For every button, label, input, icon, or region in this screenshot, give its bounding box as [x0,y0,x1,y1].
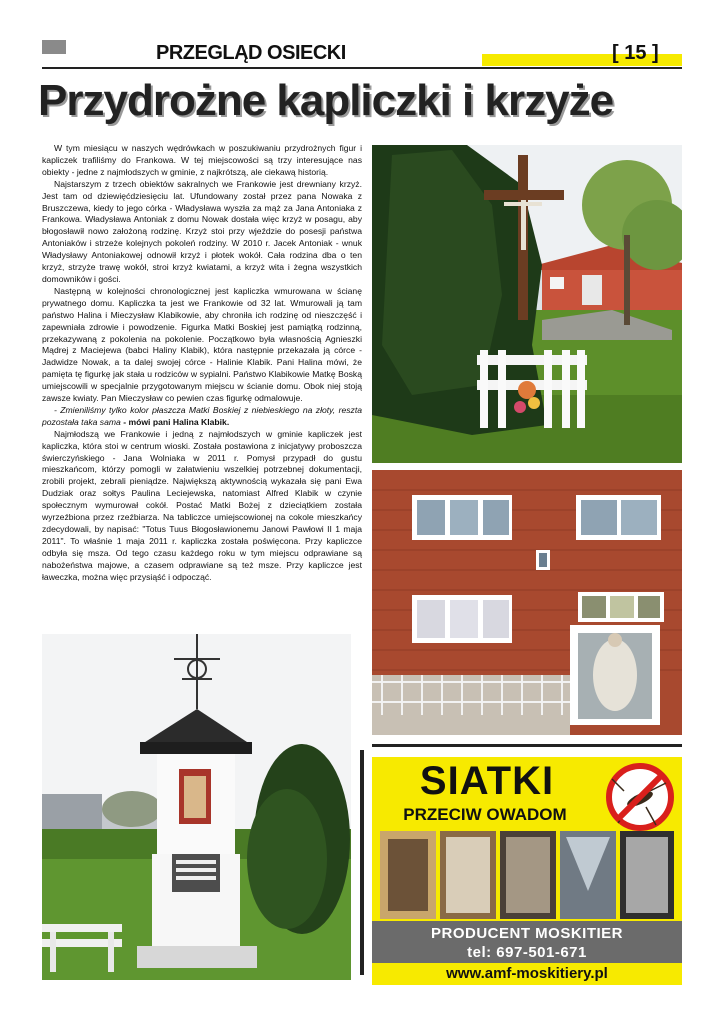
ad-subtitle: PRZECIW OWADOM [403,805,567,824]
column-divider [360,750,364,975]
header-gray-block [42,40,66,54]
article-paragraph: Najstarszym z trzech obiektów sakralnych we Frankowie jest drewniany krzyż. Jest tam od dziewięćdziesięciu lat. Ufundowany został przez pana Nowaka z Bruszczewa, kiedy to jego córka - Władysława wyszła za mąż za Jana Antoniaka z Frankowa. Władysława Antoniak z domu Nowak dostała więc krzyż w posagu, aby błogosławił nowo założoną rodzinę. Krzyż stoi przy wjeździe do posesji państwa Antoniaków i strzeże kolejnych pokoleń rodziny. W 2010 r. Jacek Antoniak - wnuk Władysławy Antoniakowej odnowił krzyż i płotek wokół. Cała rodzina dba o ten krzyż, strzyże trawę wokół, stroi krzyż kwiatami, a krzyż wita i żegna wszystkich domowników i gości. [42,178,362,284]
article-headline: Przydrożne kapliczki i krzyże [38,76,614,125]
quote-text: - Zmieniliśmy tylko kolor płaszcza Matki Boskiej z niebieskiego na złoty, reszta pozostała taka sama [42,404,362,427]
photo-house-shrine [372,470,682,735]
article-paragraph: Najmłodszą we Frankowie i jedną z najmłodszych w gminie kapliczek jest kapliczka, która stoi w centrum wioski. Została postawiona z inicjatywy proboszcza świerczyńskiego - Jana Wolniaka w 2011 r. Pomysł przypadł do gustu mieszkańcom, którzy pomogli w załatwieniu wszelkiej potrzebnej dokumentacji, zrobili projekt, zebrali pieniądze. Największą aktywnością wykazała się pani Ewa Dudziak oraz sołtys Paulina Leciejewska, natomiast Alfred Klabik w czynie społecznym wymurował cokół. Postać Matki Bożej z dzieciątkiem została wyrzeźbiona przez rzeźbiarza. Na tabliczce umiejscowionej na cokole mieszkańcy zdecydowali, by napisać: "Totus Tuus Błogosławionemu Janowi Pawłowi II 1 maja 2011". To właśnie 1 maja 2011 r. kapliczka została poświęcona. Przy kapliczce odbyła się msza. Od tego czasu każdego roku w tym miejscu odprawiane są nabożeństwa majowe, a czasem odprawiane są też msze. Przy kapliczce jest ławeczka, można więc przysiąść i odpocząć. [42,428,362,582]
ad-title: SIATKI [419,759,555,803]
ad-product-photos [380,831,674,919]
header-rule [42,67,682,69]
article-body [42,143,362,584]
quote-attribution: - mówi pani Halina Klabik. [123,416,230,427]
article-paragraph: Następną w kolejności chronologicznej jest kapliczka wmurowana w ścianę prywatnego domu. Kapliczka ta jest we Frankowie od 32 lat. Wmurowali ją tam państwo Halina i Mieczysław Klabikowie, aby chroniła ich rodzinę od nieszczęść i zapewniała zdrowie i powodzenie. Figurka Matki Boskiej jest pamiątką rodzinną, przekazywaną z pokolenia na pokolenie. Początkowo była własnością Agnieszki Mądrej z Maciejewa (babci Haliny Klabik), która następnie przekazała ją córce - Jadwidze Nowak, a ta dalej swojej córce - Halinie Klabik. Pani Halina mówi, że pamięta tę figurkę jak stała u rodziców w sypialni. Państwo Klabikowie Matkę Boską umiejscowili w specjalnie przygotowanym miejscu w ścianie domu. Obok niej stoją zawsze kwiaty. Pan Mieczysław co pewien czas figurkę odmalowuje. [42,285,362,404]
ad-producer: PRODUCENT MOSKITIER [430,925,623,942]
ad-phone: tel: 697-501-671 [467,944,587,961]
article-quote [42,405,362,429]
no-mosquito-icon [604,761,676,833]
photo-wooden-cross [372,145,682,463]
advertisement-mosquito-nets [372,757,682,985]
page-number: [ 15 ] [612,42,659,64]
ad-top-rule [372,744,682,747]
article-paragraph: W tym miesiącu w naszych wędrówkach w poszukiwaniu przydrożnych figur i kapliczek trafiliśmy do Frankowa. W tej miejscowości są trzy interesujące nas obiekty - jedne z najmłodszych w gminie, z najkrótszą, ale ciekawą historią. [42,143,362,177]
section-title: PRZEGLĄD OSIECKI [156,42,346,64]
photo-village-chapel [42,634,351,980]
ad-website: www.amf-moskitiery.pl [372,963,682,985]
